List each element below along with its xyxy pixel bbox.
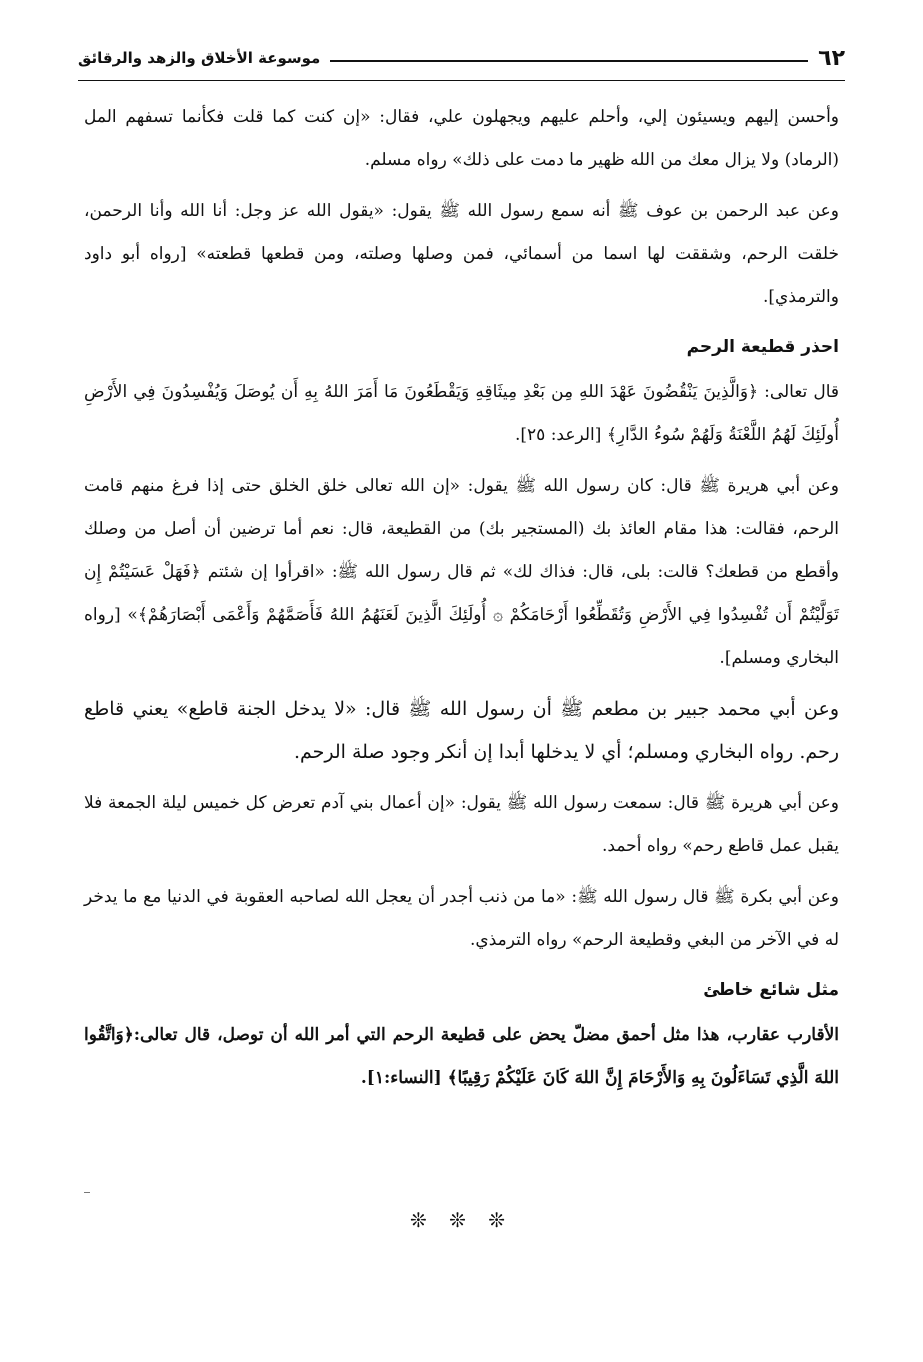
paragraph-5: وعن أبي محمد جبير بن مطعم ﷺ أن رسول الله ﷺ قال: «لا يدخل الجنة قاطع» يعني قاطع رحم. رواه البخاري ومسلم؛ أي لا يدخلها أبدا إن أنكر وجود صلة الرحم. (84, 698, 839, 763)
running-title: موسوعة الأخلاق والزهد والرقائق (78, 49, 321, 67)
header-divider (78, 80, 845, 81)
body-text (84, 96, 839, 1108)
margin-mark (84, 1192, 90, 1193)
paragraph-8: الأقارب عقارب، هذا مثل أحمق مضلّ يحض على قطيعة الرحم التي أمر الله أن توصل، قال تعالى:﴿وَاتَّقُوا اللهَ الَّذِي تَسَاءَلُونَ بِهِ وَالأَرْحَامَ إِنَّ اللهَ كَانَ عَلَيْكُمْ رَقِيبًا﴾ [النساء:١]. (84, 1025, 839, 1088)
paragraph-6: وعن أبي هريرة ﷺ قال: سمعت رسول الله ﷺ يقول: «إن أعمال بني آدم تعرض كل خميس ليلة الجمعة فلا يقبل عمل قاطع رحم» رواه أحمد. (84, 793, 839, 856)
paragraph-2: وعن عبد الرحمن بن عوف ﷺ أنه سمع رسول الله ﷺ يقول: «يقول الله عز وجل: أنا الله وأنا الرحمن، خلقت الرحم، وشققت لها اسما من أسمائي، فمن وصلها وصلته، ومن قطعها قطعته» [رواه أبو داود والترمذي]. (84, 201, 839, 307)
paragraph-3: قال تعالى: ﴿وَالَّذِينَ يَنْقُضُونَ عَهْدَ اللهِ مِن بَعْدِ مِيثَاقِهِ وَيَقْطَعُونَ مَا أَمَرَ اللهُ بِهِ أَن يُوصَلَ وَيُفْسِدُونَ فِي الأَرْضِ أُولَئِكَ لَهُمُ اللَّعْنَةُ وَلَهُمْ سُوءُ الدَّارِ﴾ [الرعد: ٢٥]. (84, 382, 839, 445)
section-heading-2: مثل شائع خاطئ (703, 980, 839, 1000)
paragraph-4: وعن أبي هريرة ﷺ قال: كان رسول الله ﷺ يقول: «إن الله تعالى خلق الخلق حتى إذا فرغ منهم قامت الرحم، فقالت: هذا مقام العائذ بك (المستجير بك) من القطيعة، قال: نعم أما ترضين أن أصل من وصلك وأقطع من قطعك؟ قالت: بلى، قال: فذاك لك» ثم قال رسول الله ﷺ: «اقرأوا إن شئتم ﴿فَهَلْ عَسَيْتُمْ إِن تَوَلَّيْتُمْ أَن تُفْسِدُوا فِي الأَرْضِ وَتُقَطِّعُوا أَرْحَامَكُمْ ۞ أُولَئِكَ الَّذِينَ لَعَنَهُمُ اللهُ فَأَصَمَّهُمْ وَأَعْمَى أَبْصَارَهُمْ﴾» [رواه البخاري ومسلم]. (84, 476, 839, 668)
page-header (78, 36, 845, 80)
header-rule (330, 60, 808, 62)
paragraph-1: وأحسن إليهم ويسيئون إلي، وأحلم عليهم ويجهلون علي، فقال: «إن كنت كما قلت فكأنما تسفهم المل (الرماد) ولا يزال معك من الله ظهير ما دمت على ذلك» رواه مسلم. (84, 107, 839, 170)
section-separator: ❊ ❊ ❊ (410, 1208, 513, 1232)
section-heading-1: احذر قطيعة الرحم (686, 337, 839, 357)
page-number: ٦٢ (818, 45, 845, 71)
paragraph-7: وعن أبي بكرة ﷺ قال رسول الله ﷺ: «ما من ذنب أجدر أن يعجل الله لصاحبه العقوبة في الدنيا مع ما يدخر له في الآخر من البغي وقطيعة الرحم» رواه الترمذي. (84, 887, 839, 950)
